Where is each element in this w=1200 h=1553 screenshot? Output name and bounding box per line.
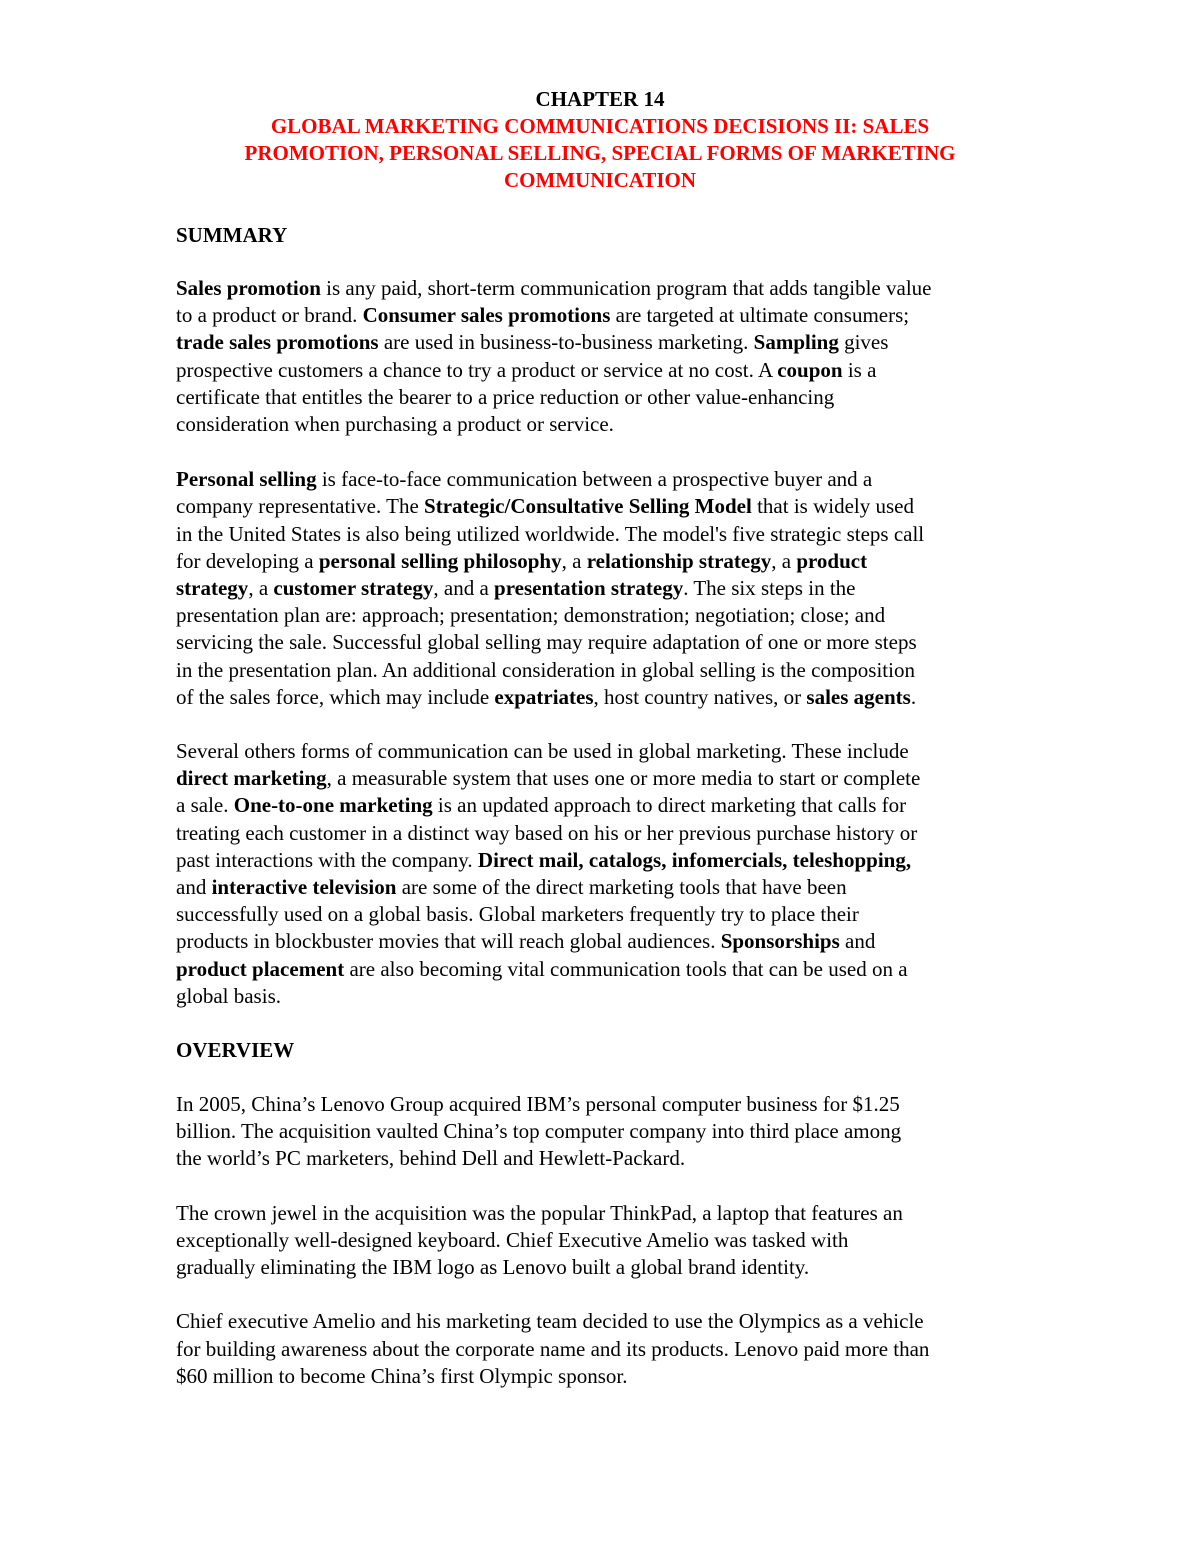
text-run: in the presentation plan. An additional consideration in global selling is the composition	[176, 657, 915, 682]
text-line	[176, 684, 1036, 711]
text-run: past interactions with the company.	[176, 847, 478, 872]
text-run: The crown jewel in the acquisition was the popular ThinkPad, a laptop that features an	[176, 1200, 903, 1225]
text-run: company representative. The	[176, 494, 425, 519]
chapter-title	[200, 113, 1000, 194]
text-run: Several others forms of communication can be used in global marketing. These include	[176, 739, 909, 764]
bold-term: Sampling	[753, 330, 839, 355]
bold-term: presentation strategy	[494, 576, 684, 601]
chapter-title-line: COMMUNICATION	[503, 168, 697, 192]
bold-term: trade sales promotions	[176, 330, 379, 355]
bold-term: interactive television	[211, 875, 397, 900]
text-run: , a	[248, 576, 274, 601]
text-line	[176, 1091, 1036, 1118]
text-run: is a	[842, 357, 877, 382]
text-run: are some of the direct marketing tools that have been	[396, 875, 847, 900]
text-run: .	[910, 684, 917, 709]
text-line	[176, 820, 1036, 847]
chapter-title-line: GLOBAL MARKETING COMMUNICATIONS DECISIONS II: SALES	[270, 114, 930, 138]
text-run: , a	[561, 548, 587, 573]
text-run: consideration when purchasing a product or service.	[176, 412, 614, 437]
text-line	[176, 466, 1036, 493]
text-line	[176, 1308, 1036, 1335]
text-run: is any paid, short-term communication program that adds tangible value	[320, 276, 932, 300]
bold-term: customer strategy	[273, 576, 434, 601]
text-line	[176, 1227, 1036, 1254]
text-run: that is widely used	[751, 494, 914, 519]
overview-paragraph	[176, 1091, 1036, 1173]
text-run: In 2005, China’s Lenovo Group acquired IBM’s personal computer business for $1.25	[176, 1092, 900, 1117]
text-run: is face-to-face communication between a prospective buyer and a	[316, 467, 873, 492]
text-run: gives	[838, 330, 889, 355]
text-run: are used in business-to-business marketing.	[378, 330, 754, 355]
text-run: global basis.	[176, 983, 281, 1008]
bold-term: Consumer sales promotions	[362, 303, 611, 328]
text-run: $60 million to become China’s first Olympic sponsor.	[176, 1363, 628, 1388]
chapter-title-line: PROMOTION, PERSONAL SELLING, SPECIAL FORMS OF MARKETING	[244, 141, 956, 165]
bold-term: strategy	[176, 576, 249, 601]
text-line	[176, 738, 1036, 765]
bold-term: sales agents	[806, 684, 911, 709]
text-run: the world’s PC marketers, behind Dell and Hewlett-Packard.	[176, 1146, 686, 1171]
text-line	[176, 901, 1036, 928]
text-run: , and a	[433, 576, 495, 601]
bold-term: One-to-one marketing	[233, 793, 433, 818]
text-run: , a	[771, 548, 797, 573]
text-run: presentation plan are: approach; presentation; demonstration; negotiation; close; and	[176, 603, 886, 628]
summary-paragraph	[176, 275, 1036, 438]
text-run: a sale.	[176, 793, 234, 818]
summary-paragraph	[176, 466, 1036, 711]
document-body	[176, 222, 1036, 1390]
text-line	[176, 956, 1036, 983]
text-line	[176, 493, 1036, 520]
text-run: treating each customer in a distinct way based on his or her previous purchase history or	[176, 820, 918, 845]
text-run: billion. The acquisition vaulted China’s top computer company into third place among	[176, 1119, 902, 1144]
text-line	[176, 1200, 1036, 1227]
text-line	[176, 983, 1036, 1010]
bold-term: Strategic/Consultative Selling Model	[424, 494, 752, 519]
text-line	[176, 521, 1036, 548]
bold-term: coupon	[777, 357, 843, 382]
text-line	[176, 874, 1036, 901]
bold-term: Personal selling	[176, 467, 317, 492]
text-line	[176, 792, 1036, 819]
text-line	[176, 928, 1036, 955]
overview-paragraph	[176, 1200, 1036, 1282]
text-run: Chief executive Amelio and his marketing team decided to use the Olympics as a vehicle	[176, 1309, 924, 1334]
text-line	[176, 548, 1036, 575]
overview-paragraph	[176, 1308, 1036, 1390]
overview-heading: OVERVIEW	[176, 1038, 295, 1063]
text-line	[176, 657, 1036, 684]
chapter-label: CHAPTER 14	[535, 87, 665, 111]
text-line	[176, 329, 1036, 356]
text-line	[176, 575, 1036, 602]
text-run: are targeted at ultimate consumers;	[610, 303, 910, 328]
text-line	[176, 302, 1036, 329]
bold-term: personal selling philosophy	[318, 548, 562, 573]
summary-heading: SUMMARY	[176, 223, 288, 247]
text-line	[176, 357, 1036, 384]
text-line	[176, 602, 1036, 629]
text-line	[176, 1145, 1036, 1172]
text-line	[176, 1336, 1036, 1363]
bold-term: Sales promotion	[176, 276, 321, 300]
text-line	[176, 1363, 1036, 1390]
text-run: exceptionally well-designed keyboard. Chief Executive Amelio was tasked with	[176, 1227, 849, 1252]
bold-term: expatriates	[494, 684, 594, 709]
bold-term: direct marketing	[176, 766, 327, 791]
text-run: prospective customers a chance to try a product or service at no cost. A	[176, 357, 778, 382]
text-line	[176, 384, 1036, 411]
text-run: , host country natives, or	[593, 684, 807, 709]
text-run: . The six steps in the	[683, 576, 856, 601]
text-run: to a product or brand.	[176, 303, 363, 328]
text-line	[176, 1254, 1036, 1281]
text-line	[176, 275, 1036, 302]
bold-term: product placement	[176, 956, 345, 981]
summary-paragraph	[176, 738, 1036, 1010]
text-line	[176, 411, 1036, 438]
text-run: servicing the sale. Successful global selling may require adaptation of one or more steps	[176, 630, 917, 655]
text-run: is an updated approach to direct marketing that calls for	[432, 793, 907, 818]
text-line	[176, 765, 1036, 792]
text-run: are also becoming vital communication tools that can be used on a	[344, 956, 908, 981]
text-line	[176, 847, 1036, 874]
text-run: in the United States is also being utilized worldwide. The model's five strategic steps call	[176, 521, 925, 546]
bold-term: Sponsorships	[720, 929, 840, 954]
text-run: for developing a	[176, 548, 319, 573]
bold-term: product	[796, 548, 868, 573]
text-run: products in blockbuster movies that will reach global audiences.	[176, 929, 721, 954]
bold-term: relationship strategy	[586, 548, 772, 573]
text-run: gradually eliminating the IBM logo as Lenovo built a global brand identity.	[176, 1255, 810, 1280]
text-run: of the sales force, which may include	[176, 684, 495, 709]
text-run: and	[176, 875, 212, 900]
text-run: for building awareness about the corporate name and its products. Lenovo paid more than	[176, 1336, 930, 1361]
text-run: , a measurable system that uses one or more media to start or complete	[326, 766, 921, 791]
text-run: successfully used on a global basis. Global marketers frequently try to place their	[176, 902, 859, 927]
text-line	[176, 1118, 1036, 1145]
text-run: and	[839, 929, 876, 954]
text-line	[176, 629, 1036, 656]
bold-term: Direct mail, catalogs, infomercials, teleshopping,	[477, 847, 912, 872]
text-run: certificate that entitles the bearer to a price reduction or other value-enhancing	[176, 384, 835, 409]
